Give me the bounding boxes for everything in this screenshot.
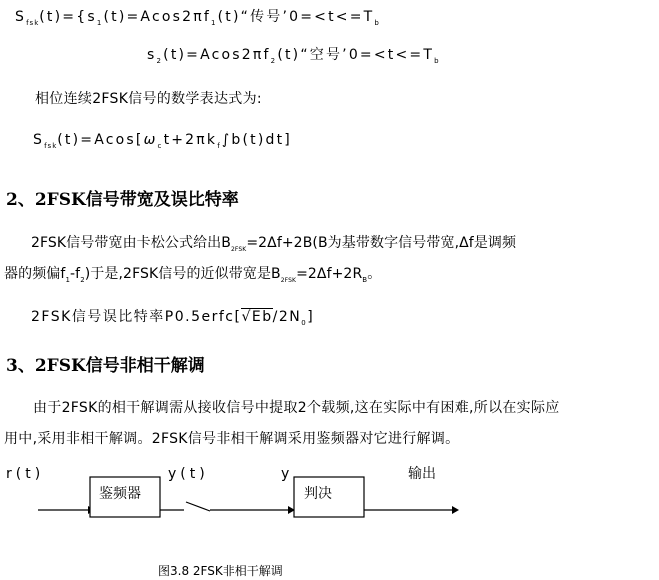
block-diagram: [0, 462, 659, 562]
section2-heading: 2、2FSK信号带宽及误比特率: [6, 190, 239, 210]
figure-caption: 图3.8 2FSK非相干解调: [158, 564, 283, 578]
discriminator-label: 鉴频器: [99, 486, 141, 502]
ber-formula: 2FSK信号误比特率$P0.5erfc[√Eb/2N_0]$: [31, 309, 315, 327]
section3-heading: 3、2FSK信号非相干解调: [6, 356, 205, 376]
decision-label: 判决: [304, 486, 332, 502]
output-arrowhead: [452, 506, 459, 514]
mid-label: y(t): [168, 466, 209, 482]
switch-icon: [186, 502, 210, 511]
formula-s-fsk: $S_{fsk}(t)=\{s_1(t)=Acos2\pi f_1(t)“$传号$’0=<t<=T_b$: [15, 9, 382, 27]
demod-para-line2: 用中,采用非相干解调。2FSK信号非相干解调采用鉴频器对它进行解调。: [4, 431, 460, 447]
bandwidth-line2: 器的频偏$f_1-f_2$)于是,2FSK信号的近似带宽是$B_{2FSK}=2\Delta f+2R_B$。: [4, 266, 382, 284]
phase-intro: 相位连续2FSK信号的数学表达式为:: [35, 91, 262, 107]
formula-s2: $s_2(t)=Acos2\pi f_2(t)“$空号$’0=<t<=T_b$: [147, 47, 441, 65]
bandwidth-line1: 2FSK信号带宽由卡松公式给出$B_{2FSK}=2\Delta f+2B(B$为基带数字信号带宽,Δf是调频: [31, 235, 517, 253]
y-label: y: [281, 466, 290, 482]
input-label: r(t): [6, 466, 45, 482]
output-label: 输出: [408, 466, 436, 482]
demod-para-line1: 由于2FSK的相干解调需从接收信号中提取2个载频,这在实际中有困难,所以在实际应: [33, 400, 560, 416]
formula-phase-continuous: $S_{fsk}(t)=Acos[\omega_ct+2\pi k_f\int b(t)dt]$: [33, 132, 292, 150]
